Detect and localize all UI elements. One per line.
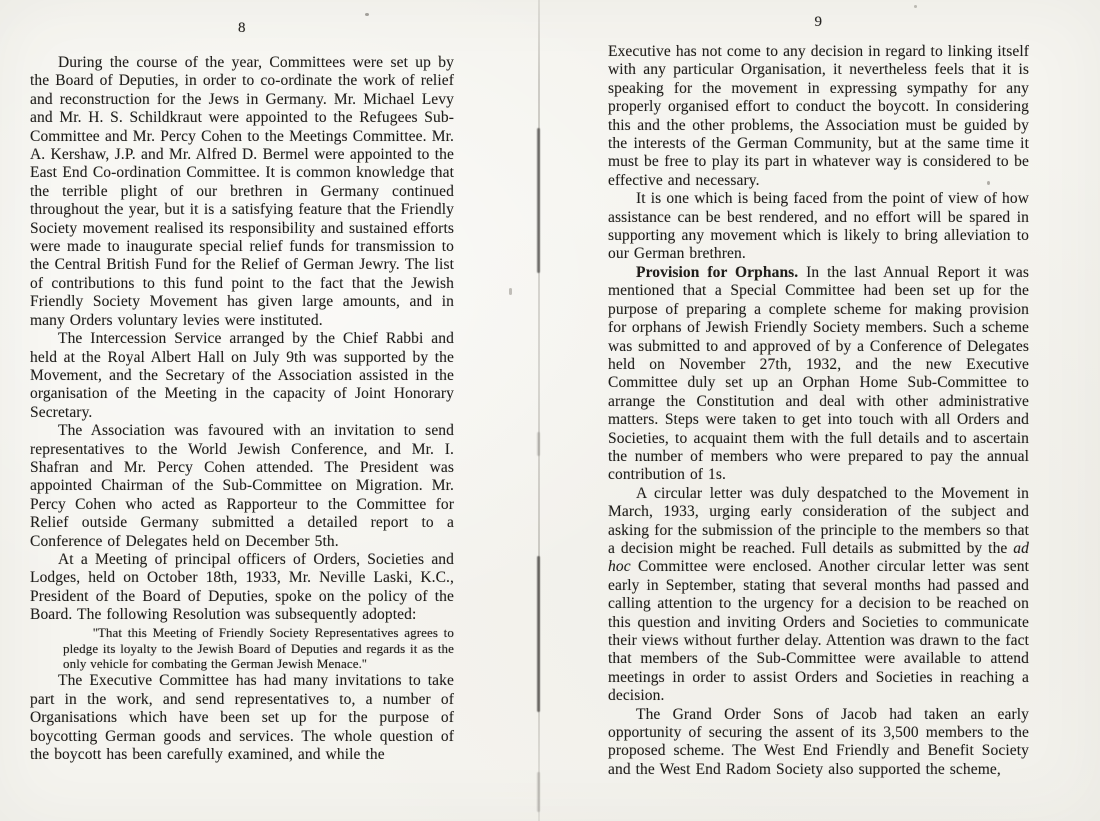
paragraph: [608, 264, 1029, 485]
italic-text-run: ad hoc: [608, 539, 1029, 576]
scan-speck: [987, 181, 990, 185]
text-run: Executive has not come to any decision in regard to linking itself with any particular Organisation, it nevertheless feels that it is speaking for the movement in expressing sympathy for any properly organised effort to conduct the boycott. In considering this and the other problems, the Association must be guided by the interests of the German Community, but at the same time it must be free to play its part in whatever way is considered to be effective and necessary.: [608, 43, 1029, 189]
paragraph: [30, 551, 454, 625]
page-9: [608, 14, 1029, 779]
paragraph: [608, 190, 1029, 264]
text-run: During the course of the year, Committees were set up by the Board of Deputies, in order to co-ordinate the work of relief and reconstruction for the Jews in Germany. Mr. Michael Levy and Mr. H. S. Schildkraut were appointed to the Refugees Sub-Committee and Mr. Percy Cohen to the Meetings Committee. Mr. A. Kershaw, J.P. and Mr. Alfred D. Bermel were appointed to the East End Co-ordination Committee. It is common knowledge that the terrible plight of our brethren in Germany continued throughout the year, but it is a satisfying feature that the Friendly Society movement realised its responsibility and sustained efforts were made to inaugurate special relief funds for transmission to the Central British Fund for the Relief of German Jewry. The list of contributions to this fund point to the fact that the Jewish Friendly Society Movement has given large amounts, and in many Orders voluntary levies were instituted.: [30, 54, 454, 329]
text-run: At a Meeting of principal officers of Orders, Societies and Lodges, held on October 18th, 1933, Mr. Neville Laski, K.C., President of the Board of Deputies, spoke on the policy of the Board. The following Resolution was subsequently adopted:: [30, 550, 454, 624]
scan-speck: [509, 288, 512, 295]
binding-smudge: [537, 772, 540, 812]
binding-smudge: [537, 556, 540, 712]
text-run: A circular letter was duly despatched to the Movement in March, 1933, urging early consideration of the subject and asking for the submission of the principle to the members so that a decision might be reached. Full details as submitted by the: [608, 484, 1029, 557]
paragraph: [30, 422, 454, 551]
text-run: The Grand Order Sons of Jacob had taken an early opportunity of securing the assent of its 3,500 members to the proposed scheme. The West End Friendly and Benefit Society and the West End Radom Society also supported the scheme,: [608, 705, 1029, 778]
page-number-right: 9: [814, 14, 823, 30]
scan-speck: [365, 13, 369, 16]
text-run: The Association was favoured with an invitation to send representatives to the World Jewish Conference, and Mr. I. Shafran and Mr. Percy Cohen attended. The President was appointed Chairman of the Sub-Committee on Migration. Mr. Percy Cohen who acted as Rapporteur to the Committee for Relief outside Germany submitted a detailed report to a Conference of Delegates held on December 5th.: [30, 422, 454, 550]
paragraph: [608, 706, 1029, 780]
bold-text-run: Provision for Orphans.: [636, 263, 799, 281]
paragraph: [30, 672, 454, 764]
paragraph: [30, 54, 454, 330]
text-run: It is one which is being faced from the point of view of how assistance can be best rendered, and no effort will be spared in supporting any movement which is likely to bring alleviation to our German brethren.: [608, 190, 1029, 263]
text-run: In the last Annual Report it was mentioned that a Special Committee had been set up for the purpose of preparing a complete scheme for making provision for orphans of Jewish Friendly Society members. Such a scheme was submitted to and approved of by a Conference of Delegates held on November 27th, 1932, and the new Executive Committee duly set up an Orphan Home Sub-Committee to arrange the Constitution and deal with other administrative matters. Steps were taken to get into touch with all Orders and Societies, to acquaint them with the full details and to ascertain the number of members who were prepared to pay the annual contribution of 1s.: [608, 263, 1029, 484]
text-run: Committee were enclosed. Another circular letter was sent early in September, stating that several months had passed and calling attention to the urgency for a decision to be reached on this question and inviting Orders and Societies to communicate their views without further delay. Attention was drawn to the fact that members of the Sub-Committee were available to attend meetings in order to assist Orders and Societies in reaching a decision.: [608, 558, 1029, 705]
binding-smudge: [537, 128, 540, 273]
page-8: [30, 20, 454, 764]
page-8-text-block: [30, 54, 454, 764]
binding-smudge: [537, 432, 540, 456]
scan-speck: [914, 5, 917, 8]
page-number-left: 8: [238, 20, 246, 36]
page-9-text-block: [608, 43, 1029, 779]
paragraph: [608, 485, 1029, 706]
paragraph: [608, 43, 1029, 190]
text-run: The Executive Committee has had many invitations to take part in the work, and send representatives to, a number of Organisations which have been set up for the purpose of boycotting German goods and services. The whole question of the boycott has been carefully examined, and while the: [30, 672, 454, 763]
paragraph: [30, 330, 454, 422]
resolution-quote: [63, 625, 454, 673]
text-run: ''That this Meeting of Friendly Society Representatives agrees to pledge its loyalty to the Jewish Board of Deputies and regards it as the only vehicle for combating the German Jewish Menace.'': [63, 624, 454, 672]
text-run: The Intercession Service arranged by the Chief Rabbi and held at the Royal Albert Hall on July 9th was supported by the Movement, and the Secretary of the Association assisted in the organisation of the Meeting in the capacity of Joint Honorary Secretary.: [30, 330, 454, 421]
